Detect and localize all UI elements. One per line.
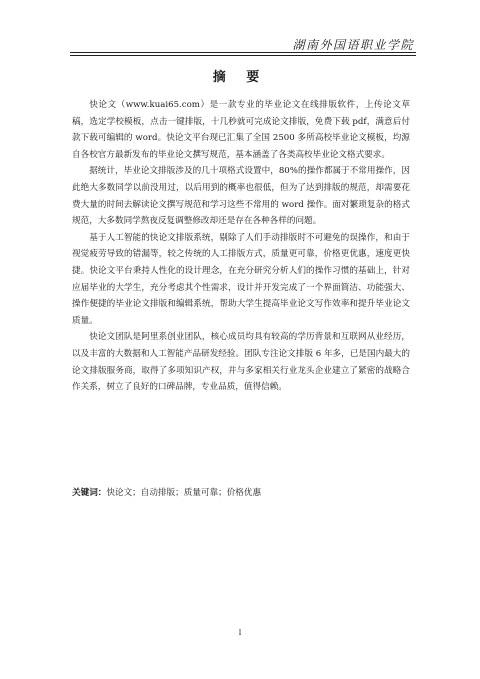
abstract-paragraph: 快论文（www.kuai65.com）是一款专业的毕业论文在线排版软件，上传论文草稿，选定学校模板，点击一键排版，十几秒就可完成论文排版，免费下载 pdf，满意后付款下载可编辑的 word。快论文平台现已汇集了全国 2500 多所高校毕业论文模板，均源自各校官方最新发布的毕业论文撰写规范，基本涵盖了各类高校毕业论文格式要求。 — [72, 100, 410, 160]
header-institution: 湖南外国语职业学院 — [292, 38, 414, 52]
abstract-body — [72, 97, 410, 396]
keywords-line — [72, 485, 410, 501]
keywords-label: 关键词： — [72, 488, 107, 498]
abstract-title: 摘 要 — [212, 70, 268, 85]
abstract-paragraph: 基于人工智能的快论文排版系统，剔除了人们手动排版时不可避免的误操作，和由于视觉疲劳导致的错漏等，较之传统的人工排版方式，质量更可靠，价格更优惠，速度更快捷。快论文平台秉持人性化的设计理念，在充分研究分析人们的操作习惯的基础上，针对应届毕业的大学生，充分考虑其个性需求，设计并开发完成了一个界面简洁、功能强大、操作便捷的毕业论文排版和编辑系统，帮助大学生提高毕业论文写作效率和提升毕业论文质量。 — [72, 232, 410, 326]
abstract-paragraph: 据统计，毕业论文排版涉及的几十项格式设置中，80%的操作都属于不常用操作，因此绝大多数同学以前没用过，以后用到的概率也很低，但为了达到排版的规范，却需要花费大量的时间去解读论文撰写规范和学习这些不常用的 word 操作。面对繁琐复杂的格式规范，大多数同学熬夜反复调整修改却还是存在各种各样的问题。 — [72, 166, 410, 227]
page-header — [70, 36, 414, 53]
keywords-list: 快论文；自动排版；质量可靠；价格优惠 — [106, 488, 262, 498]
header-rule — [70, 52, 416, 56]
page-number: I — [238, 629, 242, 637]
abstract-paragraph: 快论文团队是阿里系创业团队，核心成员均具有较高的学历背景和互联网从业经历，以及丰富的大数据和人工智能产品研发经验。团队专注论文排版 6 年多，已是国内最大的论文排版服务商，取得了多项知识产权，并与多家相关行业龙头企业建立了紧密的战略合作关系，树立了良好的口碑品牌，专业品质，值得信赖。 — [72, 332, 410, 393]
